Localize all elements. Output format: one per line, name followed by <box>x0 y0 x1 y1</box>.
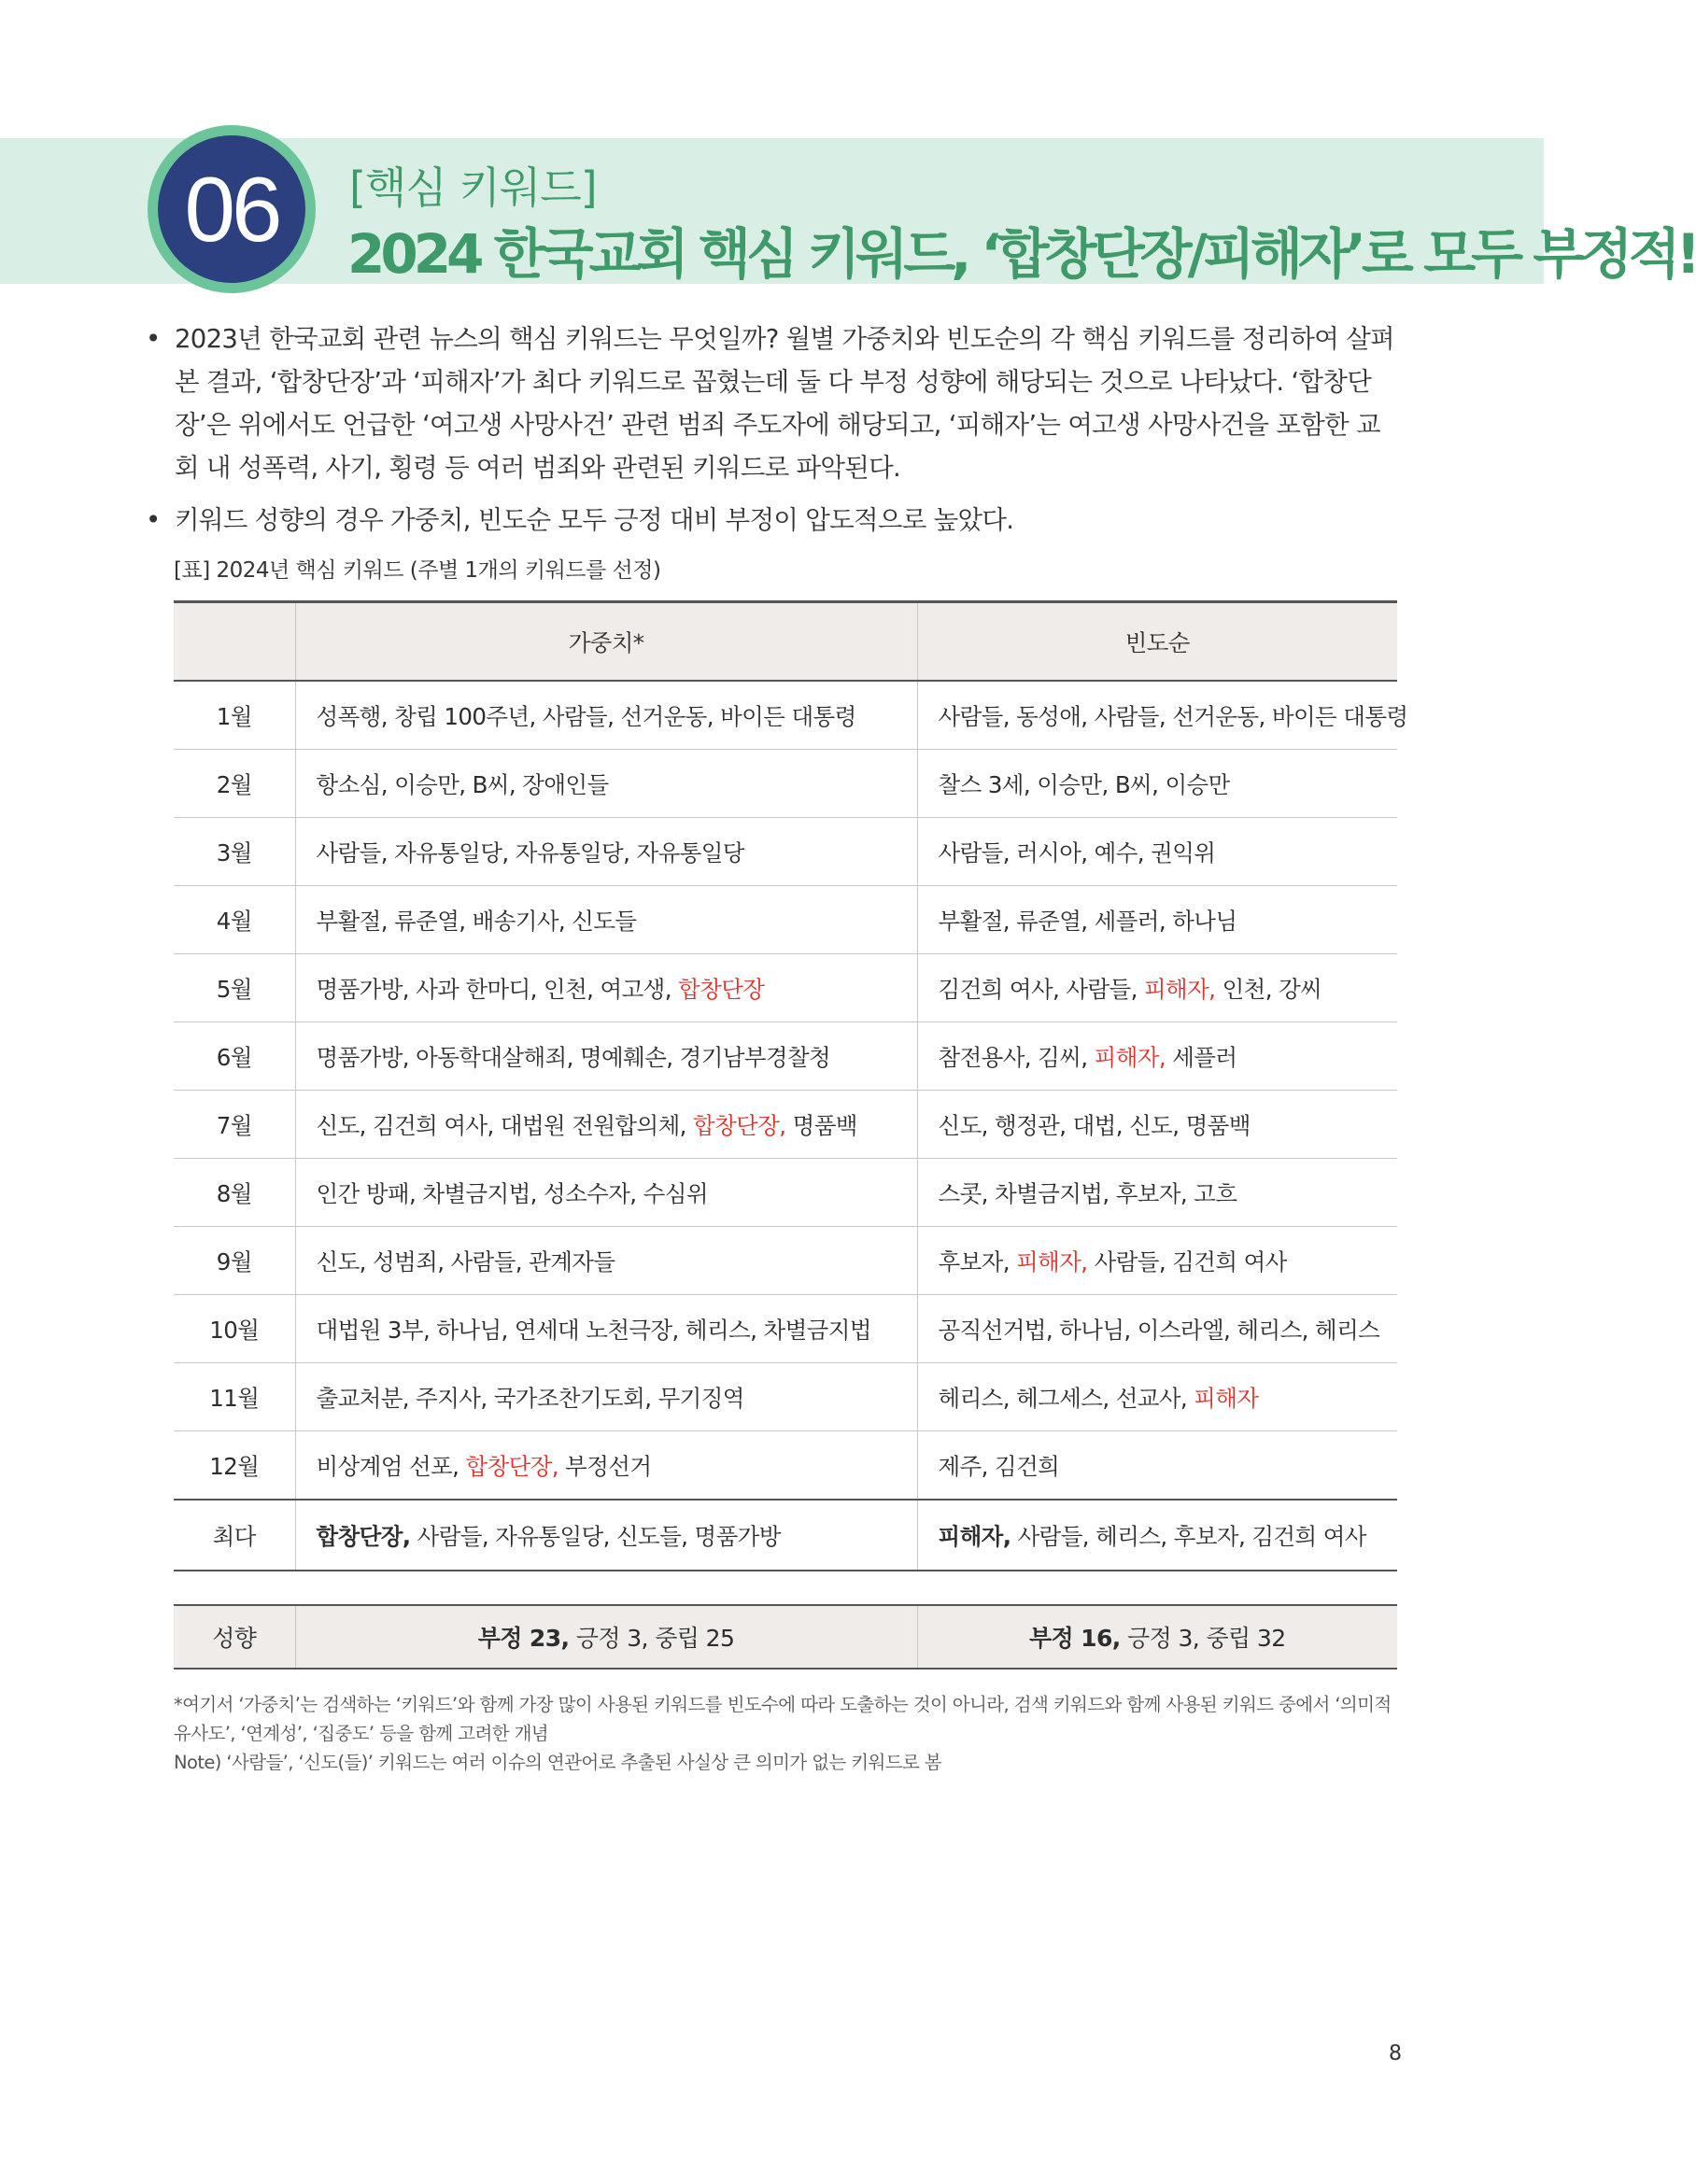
section-kicker: [핵심 키워드] <box>349 162 597 213</box>
row-month: 10월 <box>174 1295 295 1363</box>
keyword-text: 신도, 행정관, 대법, 신도, 명품백 <box>938 1111 1251 1139</box>
row-frequency-keywords <box>917 1363 1397 1431</box>
bullet-item <box>142 317 1401 489</box>
tone-row <box>174 1605 1397 1669</box>
bold-keyword: 피해자, <box>938 1522 1011 1550</box>
keyword-text: 후보자, <box>938 1247 1017 1275</box>
table-header-row <box>174 602 1397 682</box>
keyword-text: 참전용사, 김씨, <box>938 1043 1095 1071</box>
row-month: 1월 <box>174 681 295 750</box>
row-frequency-keywords <box>917 954 1397 1022</box>
row-frequency-keywords <box>917 1295 1397 1363</box>
table-row <box>174 1091 1397 1159</box>
table-row <box>174 1022 1397 1091</box>
row-weight-keywords <box>295 954 917 1022</box>
row-month: 5월 <box>174 954 295 1022</box>
table-row <box>174 681 1397 750</box>
bold-keyword: 합창단장, <box>316 1522 411 1550</box>
table-row <box>174 1295 1397 1363</box>
row-frequency-keywords <box>917 1431 1397 1501</box>
table-row <box>174 818 1397 886</box>
keyword-text: 사람들, 자유통일당, 자유통일당, 자유통일당 <box>316 838 744 867</box>
row-weight-keywords <box>295 1159 917 1227</box>
keyword-text: 긍정 3, 중립 32 <box>1120 1625 1286 1652</box>
header-month <box>174 602 295 682</box>
keyword-table <box>174 600 1408 1571</box>
keyword-text: 신도, 김건희 여사, 대법원 전원합의체, <box>316 1111 694 1139</box>
row-month: 8월 <box>174 1159 295 1227</box>
keyword-text: 사람들, 동성애, 사람들, 선거운동, 바이든 대통령 <box>938 702 1408 730</box>
tone-frequency <box>917 1605 1397 1669</box>
keyword-text: 사람들, 헤리스, 후보자, 김건희 여사 <box>1011 1522 1366 1550</box>
keyword-text: 신도, 성범죄, 사람들, 관계자들 <box>316 1247 615 1275</box>
table-row <box>174 1431 1397 1501</box>
keyword-text: 세플러 <box>1166 1043 1237 1071</box>
keyword-text: 제주, 김건희 <box>938 1452 1060 1480</box>
keyword-text: 명품가방, 아동학대살해죄, 명예훼손, 경기남부경찰청 <box>316 1043 831 1071</box>
footnotes <box>174 1690 1406 1777</box>
keyword-text: 명품가방, 사과 한마디, 인천, 여고생, <box>316 975 679 1003</box>
table-row <box>174 1227 1397 1295</box>
highlighted-keyword: 피해자 <box>1194 1384 1259 1412</box>
row-weight-keywords <box>295 750 917 818</box>
keyword-text: 스콧, 차별금지법, 후보자, 고흐 <box>938 1179 1237 1207</box>
keyword-text: 비상계엄 선포, <box>316 1452 466 1480</box>
row-max-label: 최다 <box>174 1500 295 1571</box>
table-row <box>174 750 1397 818</box>
table-row <box>174 954 1397 1022</box>
keyword-text: 사람들, 러시아, 예수, 권익위 <box>938 838 1216 867</box>
row-month: 4월 <box>174 886 295 954</box>
table-row <box>174 1159 1397 1227</box>
row-frequency-keywords <box>917 818 1397 886</box>
row-month: 11월 <box>174 1363 295 1431</box>
table-row-max <box>174 1500 1397 1571</box>
bullet-text: 키워드 성향의 경우 가중치, 빈도순 모두 긍정 대비 부정이 압도적으로 높았다. <box>175 505 1014 535</box>
keyword-text: 항소심, 이승만, B씨, 장애인들 <box>316 770 609 798</box>
tone-table <box>174 1604 1397 1670</box>
highlighted-keyword: 피해자, <box>1094 1043 1166 1071</box>
highlighted-keyword: 피해자, <box>1143 975 1216 1003</box>
row-weight-keywords <box>295 886 917 954</box>
keyword-text: 부정선거 <box>558 1452 652 1480</box>
keyword-text: 긍정 3, 중립 25 <box>569 1625 735 1652</box>
footnote-weight-definition: *여기서 ‘가중치’는 검색하는 ‘키워드’와 함께 가장 많이 사용된 키워드를 빈도수에 따라 도출하는 것이 아니라, 검색 키워드와 함께 사용된 키워드 중에서 ‘의미적 유사도’, ‘연계성’, ‘집중도’ 등을 함께 고려한 개념 <box>174 1694 1392 1744</box>
row-month: 2월 <box>174 750 295 818</box>
row-month: 12월 <box>174 1431 295 1501</box>
keyword-text: 명품백 <box>785 1111 857 1139</box>
keyword-text: 출교처분, 주지사, 국가조찬기도회, 무기징역 <box>316 1384 744 1412</box>
highlighted-keyword: 합창단장, <box>693 1111 786 1139</box>
header-weight: 가중치* <box>295 602 917 682</box>
footnote-note: Note) ‘사람들’, ‘신도(들)’ 키워드는 여러 이슈의 연관어로 추출된 사실상 큰 의미가 없는 키워드로 봄 <box>174 1752 942 1773</box>
keyword-text: 부활절, 류준열, 세플러, 하나님 <box>938 907 1237 935</box>
page-number: 8 <box>1389 2042 1402 2065</box>
row-frequency-keywords <box>917 681 1408 750</box>
header-frequency: 빈도순 <box>917 602 1397 682</box>
keyword-text: 헤리스, 헤그세스, 선교사, <box>938 1384 1194 1412</box>
keyword-text: 인천, 강씨 <box>1215 975 1322 1003</box>
bold-keyword: 부정 23, <box>477 1625 570 1652</box>
highlighted-keyword: 합창단장 <box>678 975 765 1003</box>
keyword-text: 대법원 3부, 하나님, 연세대 노천극장, 헤리스, 차별금지법 <box>316 1316 871 1344</box>
row-weight-keywords <box>295 1363 917 1431</box>
row-month: 6월 <box>174 1022 295 1091</box>
row-max-weight <box>295 1500 917 1571</box>
row-frequency-keywords <box>917 1159 1397 1227</box>
bold-keyword: 부정 16, <box>1028 1625 1121 1652</box>
highlighted-keyword: 합창단장, <box>465 1452 558 1480</box>
summary-bullets <box>142 317 1401 551</box>
row-weight-keywords <box>295 1295 917 1363</box>
row-month: 3월 <box>174 818 295 886</box>
row-frequency-keywords <box>917 750 1397 818</box>
keyword-text: 사람들, 자유통일당, 신도들, 명품가방 <box>410 1522 781 1550</box>
keyword-text: 사람들, 김건희 여사 <box>1087 1247 1287 1275</box>
row-weight-keywords <box>295 1227 917 1295</box>
row-weight-keywords <box>295 1431 917 1501</box>
section-headline: 2024 한국교회 핵심 키워드, ‘합창단장/피해자’로 모두 부정적! <box>347 222 1696 286</box>
table-row <box>174 886 1397 954</box>
keyword-text: 김건희 여사, 사람들, <box>938 975 1144 1003</box>
tone-weight <box>295 1605 917 1669</box>
keyword-text: 부활절, 류준열, 배송기사, 신도들 <box>316 907 637 935</box>
keyword-text: 공직선거법, 하나님, 이스라엘, 헤리스, 헤리스 <box>938 1316 1380 1344</box>
row-max-frequency <box>917 1500 1397 1571</box>
row-weight-keywords <box>295 1091 917 1159</box>
row-weight-keywords <box>295 818 917 886</box>
keyword-text: 성폭행, 창립 100주년, 사람들, 선거운동, 바이든 대통령 <box>316 702 856 730</box>
row-weight-keywords <box>295 681 917 750</box>
table-caption: [표] 2024년 핵심 키워드 (주별 1개의 키워드를 선정) <box>174 558 661 583</box>
row-month: 9월 <box>174 1227 295 1295</box>
bullet-text: 2023년 한국교회 관련 뉴스의 핵심 키워드는 무엇일까? 월별 가중치와 빈도순의 각 핵심 키워드를 정리하여 살펴본 결과, ‘합창단장’과 ‘피해자’가 최다 키워드로 꼽혔는데 둘 다 부정 성향에 해당되는 것으로 나타났다. ‘합창단장’은 위에서도 언급한 ‘여고생 사망사건’ 관련 범죄 주도자에 해당되고, ‘피해자’는 여고생 사망사건을 포함한 교회 내 성폭력, 사기, 횡령 등 여러 범죄와 관련된 키워드로 파악된다. <box>175 324 1394 483</box>
bullet-marker: • <box>146 505 161 535</box>
section-number: 06 <box>158 135 305 283</box>
row-frequency-keywords <box>917 1091 1397 1159</box>
keyword-text: 인간 방패, 차별금지법, 성소수자, 수심위 <box>316 1179 708 1207</box>
bullet-item <box>142 499 1401 542</box>
bullet-marker: • <box>146 324 161 354</box>
keyword-text: 찰스 3세, 이승만, B씨, 이승만 <box>938 770 1230 798</box>
row-frequency-keywords <box>917 1022 1397 1091</box>
table-row <box>174 1363 1397 1431</box>
highlighted-keyword: 피해자, <box>1016 1247 1088 1275</box>
section-number-badge <box>148 125 316 293</box>
row-weight-keywords <box>295 1022 917 1091</box>
tone-label: 성향 <box>174 1605 295 1669</box>
row-month: 7월 <box>174 1091 295 1159</box>
row-frequency-keywords <box>917 886 1397 954</box>
row-frequency-keywords <box>917 1227 1397 1295</box>
